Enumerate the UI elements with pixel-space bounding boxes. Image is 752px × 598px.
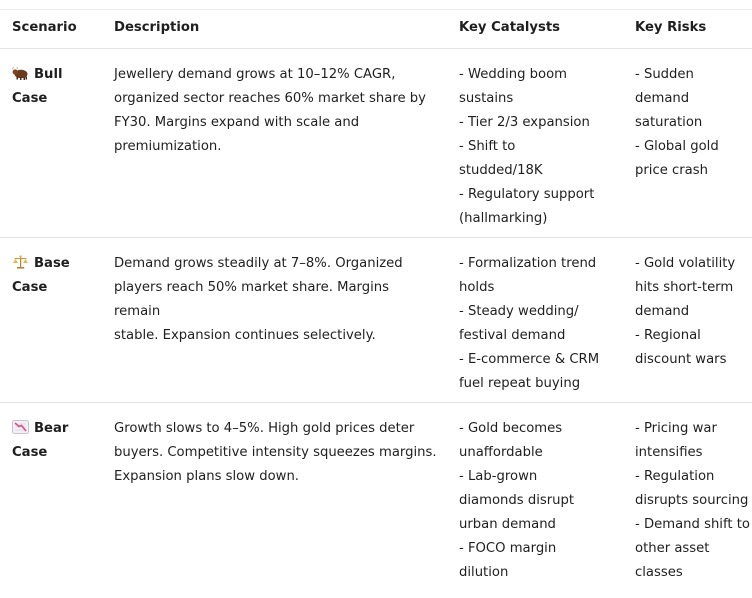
- chart-decreasing-icon: [12, 420, 29, 434]
- description-line: buyers. Competitive intensity squeezes margins.: [114, 445, 437, 460]
- bull-icon: [12, 66, 29, 80]
- catalyst-line: - Lab-grown: [459, 469, 538, 484]
- description-line: premiumization.: [114, 139, 222, 154]
- catalysts-cell: [459, 417, 619, 585]
- risk-line: - Regulation: [635, 469, 715, 484]
- catalysts-cell: [459, 252, 619, 396]
- risks-cell: [635, 252, 752, 372]
- header-scenario: Scenario: [12, 20, 77, 35]
- risk-line: - Demand shift to: [635, 517, 750, 532]
- catalysts-cell: [459, 63, 619, 231]
- risk-line: price crash: [635, 163, 708, 178]
- catalyst-line: (hallmarking): [459, 211, 548, 226]
- catalyst-line: studded/18K: [459, 163, 543, 178]
- risk-line: - Gold volatility: [635, 256, 736, 271]
- catalyst-line: diamonds disrupt: [459, 493, 575, 508]
- scenario-cell: [12, 252, 98, 300]
- scenario-name-line2: Case: [12, 445, 48, 460]
- risk-line: - Sudden demand: [635, 67, 694, 106]
- risks-cell: [635, 417, 752, 585]
- description-line: FY30. Margins expand with scale and: [114, 115, 360, 130]
- risk-line: - Global gold: [635, 139, 719, 154]
- catalyst-line: - Regulatory support: [459, 187, 595, 202]
- scenario-name-line2: Case: [12, 280, 48, 295]
- description-line: organized sector reaches 60% market share by: [114, 91, 426, 106]
- table-row-bull: [0, 49, 752, 238]
- description-line: Demand grows steadily at 7–8%. Organized: [114, 256, 403, 271]
- scenario-name: Base: [34, 256, 70, 271]
- catalyst-line: holds: [459, 280, 495, 295]
- catalyst-line: - Shift to: [459, 139, 516, 154]
- catalyst-line: - FOCO margin: [459, 541, 557, 556]
- catalyst-line: - E-commerce & CRM: [459, 352, 600, 367]
- catalyst-line: urban demand: [459, 517, 556, 532]
- catalyst-line: - Formalization trend: [459, 256, 597, 271]
- risk-line: disrupts sourcing: [635, 493, 749, 508]
- scenario-name: Bear: [34, 421, 69, 436]
- description-line: Jewellery demand grows at 10–12% CAGR,: [114, 67, 396, 82]
- risk-line: hits short-term: [635, 280, 734, 295]
- catalyst-line: unaffordable: [459, 445, 543, 460]
- catalyst-line: - Gold becomes: [459, 421, 563, 436]
- description-line: stable. Expansion continues selectively.: [114, 328, 376, 343]
- catalyst-line: sustains: [459, 91, 514, 106]
- risk-line: - Regional: [635, 328, 701, 343]
- catalyst-line: - Tier 2/3 expansion: [459, 115, 590, 130]
- table-row-bear: [0, 403, 752, 593]
- table-header-row: [0, 10, 752, 49]
- description-line: Growth slows to 4–5%. High gold prices deter: [114, 421, 415, 436]
- scenario-name: Bull: [34, 67, 63, 82]
- risks-cell: [635, 63, 752, 183]
- catalyst-line: dilution: [459, 565, 509, 580]
- table-row-base: [0, 238, 752, 403]
- balance-scale-icon: [12, 255, 29, 269]
- catalyst-line: fuel repeat buying: [459, 376, 581, 391]
- risk-line: classes: [635, 565, 683, 580]
- scenario-name-line2: Case: [12, 91, 48, 106]
- scenario-cell: [12, 63, 98, 111]
- risk-line: saturation: [635, 115, 703, 130]
- description-cell: [114, 63, 439, 159]
- description-line: players reach 50% market share. Margins remain: [114, 280, 389, 319]
- header-key-catalysts: Key Catalysts: [459, 20, 561, 35]
- risk-line: demand: [635, 304, 690, 319]
- header-description: Description: [114, 20, 200, 35]
- catalyst-line: festival demand: [459, 328, 566, 343]
- risk-line: - Pricing war: [635, 421, 717, 436]
- scenario-table: [0, 9, 752, 593]
- risk-line: intensifies: [635, 445, 703, 460]
- scenario-cell: [12, 417, 98, 465]
- risk-line: discount wars: [635, 352, 727, 367]
- description-cell: [114, 417, 439, 489]
- risk-line: other asset: [635, 541, 710, 556]
- description-cell: [114, 252, 439, 348]
- description-line: Expansion plans slow down.: [114, 469, 299, 484]
- catalyst-line: - Wedding boom: [459, 67, 568, 82]
- catalyst-line: - Steady wedding/: [459, 304, 579, 319]
- header-key-risks: Key Risks: [635, 20, 707, 35]
